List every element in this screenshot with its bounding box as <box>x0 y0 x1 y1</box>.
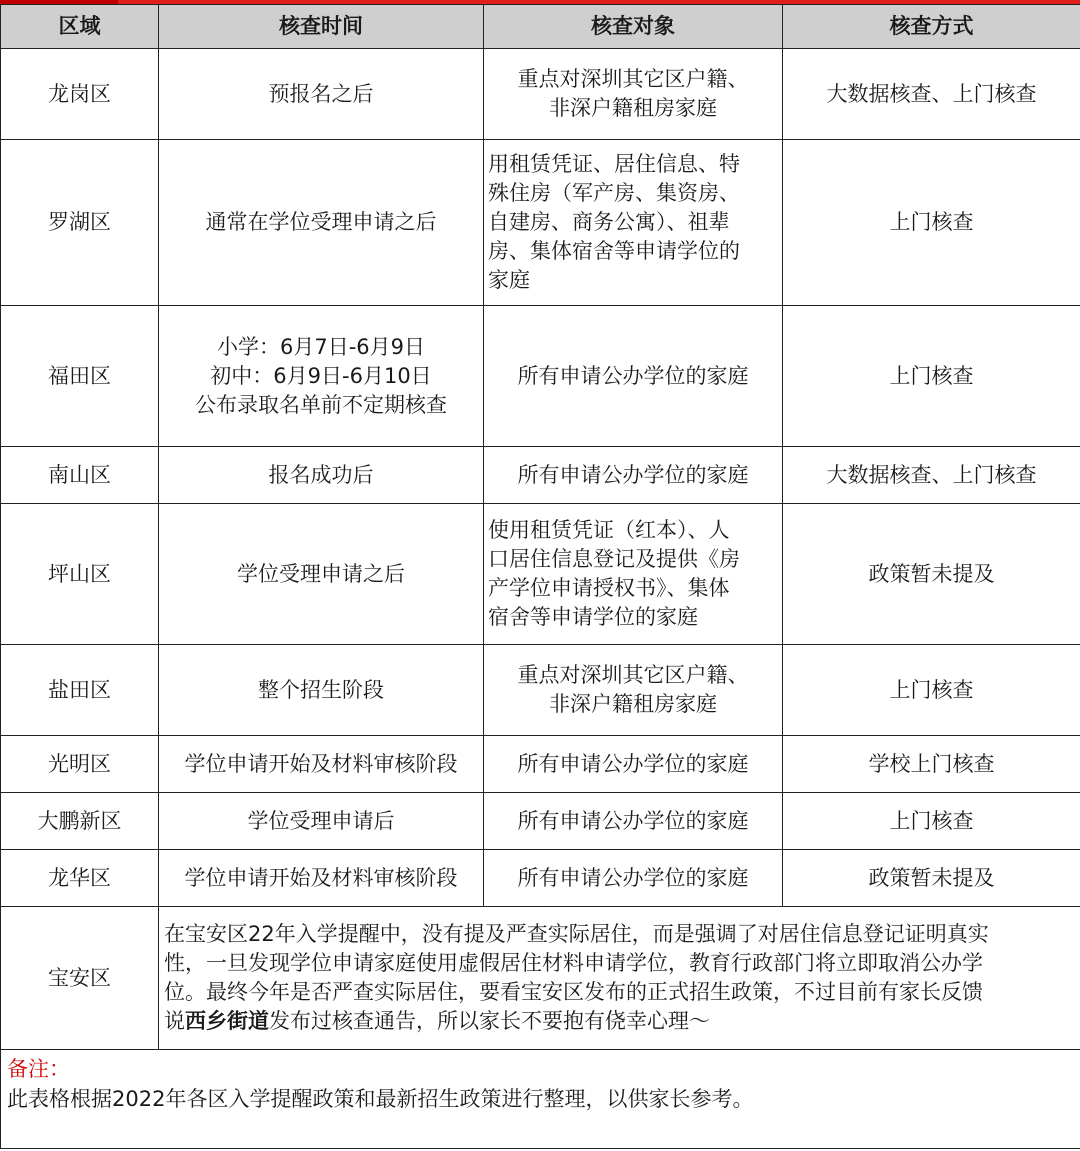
region-cell: 南山区 <box>1 447 159 504</box>
time-cell <box>159 850 484 907</box>
table-row-guangming <box>1 736 1080 793</box>
table-row-longhua <box>1 850 1080 907</box>
target-line: 所有申请公办学位的家庭 <box>517 751 749 776</box>
target-cell <box>484 49 783 140</box>
target-line: 所有申请公办学位的家庭 <box>517 462 749 487</box>
table-row-dapeng <box>1 793 1080 850</box>
time-cell <box>159 447 484 504</box>
time-line: 初中：6月9日-6月10日 <box>210 363 432 388</box>
time-line: 学位申请开始及材料审核阶段 <box>184 751 458 776</box>
time-line: 小学：6月7日-6月9日 <box>216 334 426 359</box>
method-cell: 学校上门核查 <box>783 736 1080 793</box>
target-line: 使用租赁凭证（红本）、人 <box>488 518 730 542</box>
target-cell <box>484 793 783 850</box>
target-line: 用租赁凭证、居住信息、特 <box>488 152 740 176</box>
table-row-yantian <box>1 645 1080 736</box>
table-row-futian <box>1 306 1080 447</box>
region-cell: 大鹏新区 <box>1 793 159 850</box>
time-line: 报名成功后 <box>268 462 374 487</box>
region-cell: 坪山区 <box>1 504 159 645</box>
baoan-last-prefix: 说 <box>164 1009 185 1033</box>
time-cell <box>159 645 484 736</box>
target-line: 所有申请公办学位的家庭 <box>517 363 749 388</box>
target-line: 殊住房（军产房、集资房、 <box>488 181 740 205</box>
target-line: 所有申请公办学位的家庭 <box>517 865 749 890</box>
table-row-pingshan <box>1 504 1080 645</box>
region-cell: 龙岗区 <box>1 49 159 140</box>
time-cell <box>159 306 484 447</box>
target-cell <box>484 736 783 793</box>
inspection-table <box>0 4 1080 1149</box>
baoan-line <box>164 1007 1076 1036</box>
region-cell: 福田区 <box>1 306 159 447</box>
region-cell: 龙华区 <box>1 850 159 907</box>
time-line: 整个招生阶段 <box>258 677 384 702</box>
target-line: 非深户籍租房家庭 <box>549 692 717 716</box>
time-cell <box>159 793 484 850</box>
region-cell: 光明区 <box>1 736 159 793</box>
target-cell <box>484 645 783 736</box>
table-row-baoan <box>1 907 1080 1050</box>
header-region: 区域 <box>1 5 159 49</box>
header-row <box>1 5 1080 49</box>
method-cell: 上门核查 <box>783 645 1080 736</box>
region-cell: 罗湖区 <box>1 140 159 306</box>
time-line: 通常在学位受理申请之后 <box>205 210 437 234</box>
target-line: 宿舍等申请学位的家庭 <box>488 605 698 629</box>
baoan-line: 性，一旦发现学位申请家庭使用虚假居住材料申请学位，教育行政部门将立即取消公办学 <box>164 951 983 975</box>
method-cell: 大数据核查、上门核查 <box>783 49 1080 140</box>
table-row-longgang <box>1 49 1080 140</box>
baoan-description <box>159 907 1080 1050</box>
note-text: 此表格根据2022年各区入学提醒政策和最新招生政策进行整理，以供家长参考。 <box>7 1087 754 1111</box>
method-cell: 上门核查 <box>783 140 1080 306</box>
time-cell <box>159 49 484 140</box>
target-cell <box>484 504 783 645</box>
time-line: 学位申请开始及材料审核阶段 <box>184 865 458 890</box>
target-line: 家庭 <box>488 268 530 292</box>
target-cell <box>484 140 783 306</box>
baoan-line: 位。最终今年是否严查实际居住，要看宝安区发布的正式招生政策，不过目前有家长反馈 <box>164 980 983 1004</box>
method-cell: 上门核查 <box>783 306 1080 447</box>
target-line: 重点对深圳其它区户籍、 <box>517 67 749 91</box>
time-cell <box>159 736 484 793</box>
note-label: 备注： <box>7 1057 70 1081</box>
target-line: 房、集体宿舍等申请学位的 <box>488 239 740 263</box>
note-row <box>1 1050 1080 1149</box>
target-cell <box>484 850 783 907</box>
target-cell <box>484 447 783 504</box>
target-line: 自建房、商务公寓）、祖辈 <box>488 210 730 234</box>
baoan-line: 在宝安区22年入学提醒中，没有提及严查实际居住，而是强调了对居住信息登记证明真实 <box>164 922 989 946</box>
target-line: 口居住信息登记及提供《房 <box>488 547 740 571</box>
time-line: 学位受理申请后 <box>247 808 395 833</box>
method-cell: 大数据核查、上门核查 <box>783 447 1080 504</box>
method-cell: 上门核查 <box>783 793 1080 850</box>
table-row-nanshan <box>1 447 1080 504</box>
target-line: 重点对深圳其它区户籍、 <box>517 663 749 687</box>
region-cell: 宝安区 <box>1 907 159 1050</box>
method-cell: 政策暂未提及 <box>783 850 1080 907</box>
method-cell: 政策暂未提及 <box>783 504 1080 645</box>
time-cell <box>159 504 484 645</box>
target-line: 产学位申请授权书》、集体 <box>488 576 730 600</box>
target-cell <box>484 306 783 447</box>
baoan-last-suffix: 发布过核查通告，所以家长不要抱有侥幸心理～ <box>269 1009 710 1033</box>
time-line: 学位受理申请之后 <box>237 561 405 586</box>
xixiang-street-highlight: 西乡街道 <box>185 1009 269 1033</box>
header-check-time: 核查时间 <box>159 5 484 49</box>
table-row-luohu <box>1 140 1080 306</box>
note-cell <box>1 1050 1080 1149</box>
time-cell <box>159 140 484 306</box>
time-line: 公布录取名单前不定期核查 <box>195 392 447 417</box>
target-line: 所有申请公办学位的家庭 <box>517 808 749 833</box>
region-cell: 盐田区 <box>1 645 159 736</box>
target-line: 非深户籍租房家庭 <box>549 96 717 120</box>
header-check-method: 核查方式 <box>783 5 1080 49</box>
header-check-target: 核查对象 <box>484 5 783 49</box>
time-line: 预报名之后 <box>268 81 374 106</box>
